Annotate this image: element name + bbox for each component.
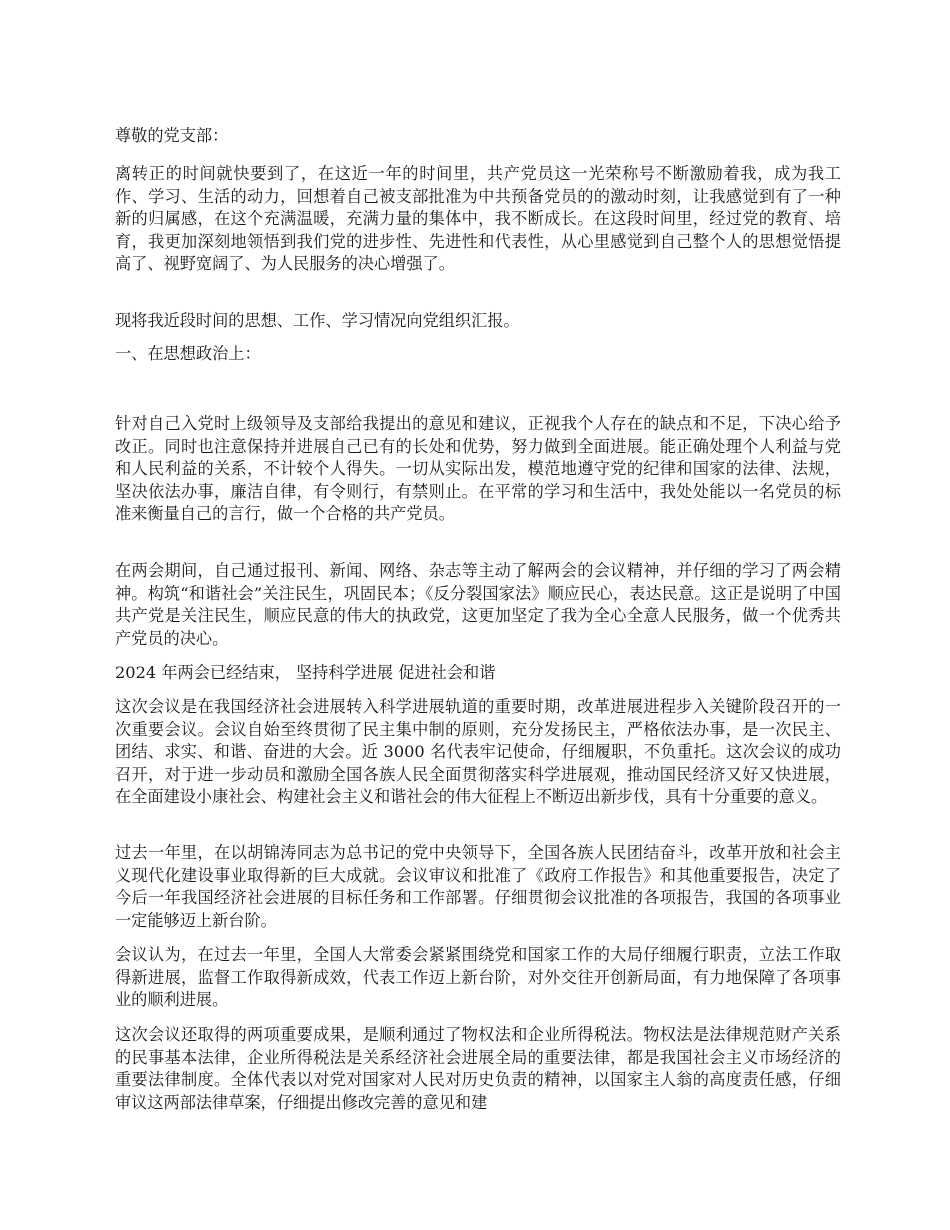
salutation: 尊敬的党支部： [115, 126, 229, 145]
paragraph: 过去一年里，在以胡锦涛同志为总书记的党中央领导下，全国各族人民团结奋斗，改革开放和社会主义现代化建设事业取得新的巨大成就。会议审议和批准了《政府工作报告》和其他重要报告，决定了今后一年我国经济社会进展的目标任务和工作部署。仔细贯彻会议批准的各项报告，我国的各项事业一定能够迈上新台阶。 [115, 843, 841, 930]
paragraph: 这次会议还取得的两项重要成果，是顺利通过了物权法和企业所得税法。物权法是法律规范财产关系的民事基本法律，企业所得税法是关系经济社会进展全局的重要法律，都是我国社会主义市场经济的重要法律制度。全体代表以对党对国家对人民对历史负责的精神，以国家主人翁的高度责任感，仔细审议这两部法律草案，仔细提出修改完善的意见和建 [115, 1025, 841, 1112]
paragraph: 这次会议是在我国经济社会进展转入科学进展轨道的重要时期，改革进展进程步入关键阶段召开的一次重要会议。会议自始至终贯彻了民主集中制的原则，充分发扬民主，严格依法办事，是一次民主、团结、求实、和谐、奋进的大会。近 3000 名代表牢记使命，仔细履职，不负重托。这次会议的成功召开，对于进一步动员和激励全国各族人民全面贯彻落实科学进展观，推动国民经济又好又快进展，在全面建设小康社会、构建社会主义和谐社会的伟大征程上不断迈出新步伐，具有十分重要的意义。 [115, 697, 841, 806]
paragraph: 在两会期间，自己通过报刊、新闻、网络、杂志等主动了解两会的会议精神，并仔细的学习了两会精神。构筑“和谐社会”关注民生，巩固民本；《反分裂国家法》顺应民心，表达民意。这正是说明了中国共产党是关注民生，顺应民意的伟大的执政党，这更加坚定了我为全心全意人民服务，做一个优秀共产党员的决心。 [115, 561, 841, 648]
paragraph: 现将我近段时间的思想、工作、学习情况向党组织汇报。 [115, 311, 520, 330]
paragraph: 针对自己入党时上级领导及支部给我提出的意见和建议，正视我个人存在的缺点和不足，下决心给予改正。同时也注意保持并进展自己已有的长处和优势，努力做到全面进展。能正确处理个人利益与党和人民利益的关系，不计较个人得失。一切从实际出发，模范地遵守党的纪律和国家的法律、法规，坚决依法办事，廉洁自律，有令则行，有禁则止。在平常的学习和生活中，我处处能以一名党员的标准来衡量自己的言行，做一个合格的共产党员。 [115, 414, 841, 523]
paragraph: 离转正的时间就快要到了，在这近一年的时间里，共产党员这一光荣称号不断激励着我，成为我工作、学习、生活的动力，回想着自己被支部批准为中共预备党员的的激动时刻，让我感觉到有了一种新的归属感，在这个充满温暖，充满力量的集体中，我不断成长。在这段时间里，经过党的教育、培育，我更加深刻地领悟到我们党的进步性、先进性和代表性，从心里感觉到自己整个人的思想觉悟提高了、视野宽阔了、为人民服务的决心增强了。 [115, 164, 841, 273]
subheading: 2024 年两会已经结束， 坚持科学进展 促进社会和谐 [115, 663, 496, 682]
paragraph: 会议认为，在过去一年里，全国人大常委会紧紧围绕党和国家工作的大局仔细履行职责，立法工作取得新进展，监督工作取得新成效，代表工作迈上新台阶，对外交往开创新局面，有力地保障了各项事业的顺利进展。 [115, 945, 841, 1009]
section-heading: 一、在思想政治上： [115, 344, 261, 363]
